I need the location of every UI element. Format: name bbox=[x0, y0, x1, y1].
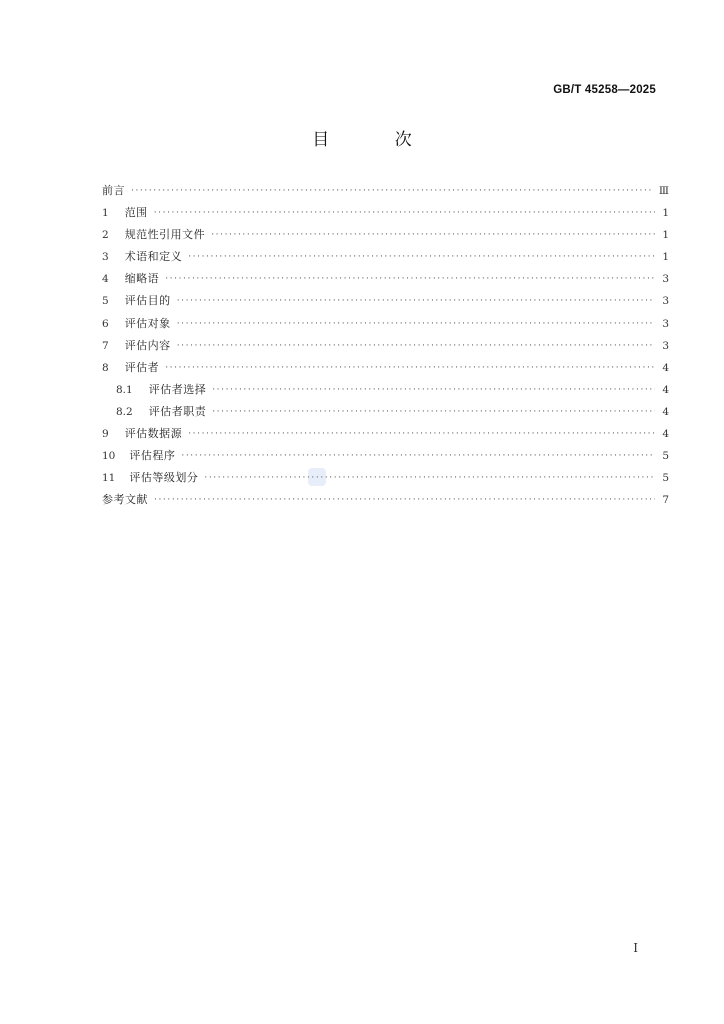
toc-dot-leader bbox=[131, 186, 653, 196]
toc-entry-label: 评估程序 bbox=[129, 449, 176, 463]
toc-entry-page: 4 bbox=[662, 405, 669, 418]
toc-entry-label: 评估者选择 bbox=[148, 382, 207, 396]
toc-entry-number: 1 bbox=[102, 207, 109, 220]
toc-entry-page: 1 bbox=[662, 207, 669, 220]
toc-dot-leader bbox=[212, 385, 655, 395]
toc-entry-page: 3 bbox=[662, 295, 669, 308]
toc-entry-label: 术语和定义 bbox=[124, 250, 183, 264]
toc-entry-number: 2 bbox=[102, 229, 109, 242]
toc-entry-page: 3 bbox=[662, 317, 669, 330]
toc-dot-leader bbox=[165, 274, 655, 284]
toc-entry[interactable] bbox=[102, 226, 669, 248]
toc-entry[interactable] bbox=[102, 204, 669, 226]
toc-entry[interactable] bbox=[102, 248, 669, 270]
toc-entry-number: 9 bbox=[102, 428, 109, 441]
toc-entry-number: 10 bbox=[102, 450, 116, 463]
toc-entry[interactable] bbox=[102, 491, 669, 513]
toc-entry[interactable] bbox=[102, 270, 669, 292]
toc-entry[interactable] bbox=[102, 337, 669, 359]
page-title: 目 次 bbox=[312, 130, 442, 150]
toc-entry[interactable] bbox=[102, 315, 669, 337]
toc-entry-label: 评估目的 bbox=[124, 294, 171, 308]
toc-entry-label: 评估者职责 bbox=[148, 404, 207, 418]
toc-entry-page: 5 bbox=[662, 450, 669, 463]
toc-entry[interactable] bbox=[102, 425, 669, 447]
toc-entry[interactable] bbox=[102, 182, 669, 204]
toc-entry-page: 1 bbox=[662, 229, 669, 242]
toc-entry-label: 前言 bbox=[102, 184, 125, 197]
toc-entry[interactable] bbox=[102, 403, 669, 425]
toc-list bbox=[102, 182, 669, 513]
toc-dot-leader bbox=[211, 230, 655, 240]
toc-entry-page: 3 bbox=[662, 339, 669, 352]
page-number: I bbox=[633, 941, 638, 955]
toc-entry-label: 评估对象 bbox=[124, 316, 171, 330]
toc-dot-leader bbox=[154, 208, 655, 218]
toc-entry-label: 评估者 bbox=[124, 360, 160, 374]
toc-entry-page: 4 bbox=[662, 383, 669, 396]
toc-entry-number: 8.2 bbox=[116, 405, 133, 418]
toc-entry-number: 6 bbox=[102, 317, 109, 330]
toc-entry[interactable] bbox=[102, 359, 669, 381]
toc-entry-number: 3 bbox=[102, 251, 109, 264]
toc-dot-leader bbox=[154, 495, 655, 505]
watermark-logo bbox=[308, 468, 326, 486]
toc-dot-leader bbox=[204, 473, 655, 483]
toc-dot-leader bbox=[181, 451, 655, 461]
toc-entry[interactable] bbox=[102, 381, 669, 403]
toc-entry-label: 评估数据源 bbox=[124, 427, 183, 441]
toc-entry-page: 3 bbox=[662, 273, 669, 286]
toc-entry-label: 评估等级划分 bbox=[129, 471, 199, 485]
toc-dot-leader bbox=[188, 252, 655, 262]
toc-entry[interactable] bbox=[102, 469, 669, 491]
toc-entry-label: 缩略语 bbox=[124, 272, 160, 286]
toc-entry-page: Ⅲ bbox=[658, 185, 669, 197]
toc-dot-leader bbox=[177, 319, 655, 329]
toc-entry-page: 4 bbox=[662, 428, 669, 441]
toc-entry-page: 5 bbox=[662, 472, 669, 485]
toc-entry-number: 5 bbox=[102, 295, 109, 308]
toc-entry-label: 参考文献 bbox=[102, 493, 148, 507]
toc-entry-number: 11 bbox=[102, 472, 116, 485]
toc-entry-page: 1 bbox=[662, 251, 669, 264]
toc-dot-leader bbox=[212, 407, 655, 417]
toc-entry-number: 8 bbox=[102, 361, 109, 374]
toc-entry-number: 8.1 bbox=[116, 383, 133, 396]
toc-entry[interactable] bbox=[102, 292, 669, 314]
toc-entry-page: 7 bbox=[662, 494, 669, 507]
standard-code: GB/T 45258—2025 bbox=[553, 84, 656, 96]
toc-entry-label: 评估内容 bbox=[124, 338, 171, 352]
toc-entry-label: 规范性引用文件 bbox=[124, 228, 206, 242]
toc-dot-leader bbox=[177, 296, 655, 306]
toc-entry[interactable] bbox=[102, 447, 669, 469]
toc-entry-page: 4 bbox=[662, 361, 669, 374]
toc-entry-number: 7 bbox=[102, 339, 109, 352]
toc-dot-leader bbox=[165, 363, 655, 373]
toc-dot-leader bbox=[177, 341, 655, 351]
toc-dot-leader bbox=[188, 429, 655, 439]
toc-entry-label: 范围 bbox=[124, 206, 148, 220]
toc-entry-number: 4 bbox=[102, 273, 109, 286]
